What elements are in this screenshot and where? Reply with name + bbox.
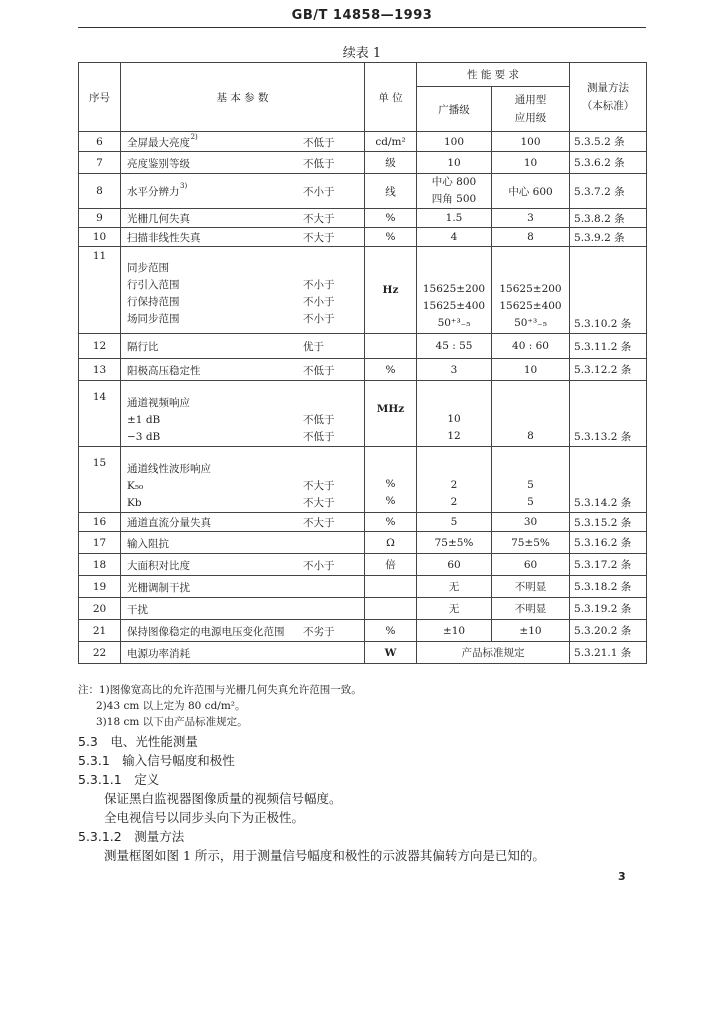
row-general (492, 247, 570, 334)
row-method: 5.3.5.2 条 (570, 132, 647, 152)
row-broadcast: 45 : 55 (417, 334, 492, 359)
table-row (79, 620, 647, 642)
parameters-table (78, 62, 647, 664)
row-param (121, 152, 365, 174)
page-number: 3 (618, 870, 626, 883)
param-limit: 不大于 (303, 232, 335, 244)
row-param (121, 598, 365, 620)
param-limit: 不小于 (303, 559, 335, 572)
paragraph: 测量框图如图 1 所示，用于测量信号幅度和极性的示波器其偏转方向是已知的。 (104, 848, 545, 863)
table-row (79, 334, 647, 359)
row-method: 5.3.17.2 条 (570, 554, 647, 576)
section-heading: 5.3.1.1 定义 (78, 772, 160, 787)
sub-broadcast: 2 (450, 496, 458, 508)
merged-requirement: 产品标准规定 (417, 642, 570, 664)
sub-broadcast: 2 (450, 479, 458, 491)
row-broadcast: 无 (417, 598, 492, 620)
param-name: 水平分辨力 (127, 186, 180, 198)
param-limit: 优于 (303, 341, 324, 353)
row-unit: % (365, 209, 417, 228)
row-broadcast: 无 (417, 576, 492, 598)
row-method: 5.3.15.2 条 (570, 513, 647, 532)
row-no: 8 (79, 174, 121, 209)
row-unit: % (365, 620, 417, 642)
sub-broadcast: 15625±200 (422, 283, 486, 295)
row-no: 10 (79, 228, 121, 247)
row-method: 5.3.9.2 条 (570, 228, 647, 247)
sub-param-name: −3 dB (127, 431, 161, 443)
row-broadcast: ±10 (417, 620, 492, 642)
sub-broadcast: 15625±400 (422, 300, 486, 312)
sub-general: 50⁺³₋₅ (514, 317, 547, 329)
header-unit: 单 位 (365, 63, 417, 132)
row-unit (365, 598, 417, 620)
row-broadcast: 10 (417, 152, 492, 174)
sub-general (492, 411, 569, 428)
sub-param-limit: 不低于 (303, 431, 335, 443)
row-method: 5.3.21.1 条 (570, 642, 647, 664)
param-name: 保持图像稳定的电源电压变化范围 (127, 625, 285, 638)
row-no: 17 (79, 532, 121, 554)
row-no: 11 (79, 247, 121, 334)
footnote-ref: 3) (180, 182, 188, 190)
row-broadcast: 100 (417, 132, 492, 152)
standard-code: GB/T 14858—1993 (291, 8, 433, 23)
row-param (121, 334, 365, 359)
row-method: 5.3.19.2 条 (570, 598, 647, 620)
row-general: 10 (492, 359, 570, 381)
row-broadcast (417, 247, 492, 334)
row-general: 中心 600 (492, 174, 570, 209)
row-param (121, 620, 365, 642)
row-no: 19 (79, 576, 121, 598)
row-param (121, 247, 365, 334)
param-name: 干扰 (127, 603, 148, 616)
sub-general: 15625±200 (499, 283, 562, 295)
paragraph: 保证黑白监视器图像质量的视频信号幅度。 (104, 791, 342, 806)
row-method: 5.3.12.2 条 (570, 359, 647, 381)
table-row (79, 642, 647, 664)
row-unit: 线 (365, 174, 417, 209)
row-method: 5.3.6.2 条 (570, 152, 647, 174)
sub-param-name: 行引入范围 (127, 279, 180, 291)
row-broadcast (417, 447, 492, 513)
row-no: 13 (79, 359, 121, 381)
param-limit: 不大于 (303, 213, 335, 225)
param-name: 亮度鉴别等级 (127, 157, 190, 170)
sub-param-name: Kb (127, 497, 142, 509)
row-unit: 倍 (365, 554, 417, 576)
row-no: 22 (79, 642, 121, 664)
row-unit (365, 334, 417, 359)
sub-param-name: 行保持范围 (127, 296, 180, 308)
table-row (79, 576, 647, 598)
section-heading: 5.3.1 输入信号幅度和极性 (78, 753, 235, 768)
sub-param-limit: 不小于 (303, 313, 335, 325)
sub-param-limit: 不大于 (303, 480, 335, 492)
paragraph: 全电视信号以同步头向下为正极性。 (104, 810, 305, 825)
param-limit: 不低于 (303, 364, 335, 377)
row-no: 7 (79, 152, 121, 174)
section-heading: 5.3 电、光性能测量 (78, 734, 198, 749)
row-no: 9 (79, 209, 121, 228)
row-general: 不明显 (492, 576, 570, 598)
row-param (121, 228, 365, 247)
param-name: 输入阻抗 (127, 537, 169, 550)
table-row (79, 513, 647, 532)
sub-unit: % (385, 495, 396, 507)
row-general: 不明显 (492, 598, 570, 620)
row-no: 15 (79, 447, 121, 513)
sub-param-name: K₅₀ (127, 480, 144, 492)
row-param (121, 447, 365, 513)
row-method: 5.3.20.2 条 (570, 620, 647, 642)
param-name: 同步范围 (127, 262, 169, 274)
table-row (79, 598, 647, 620)
row-param (121, 359, 365, 381)
sub-broadcast: 10 (447, 413, 461, 425)
param-name: 阳极高压稳定性 (127, 364, 201, 377)
param-name: 电源功率消耗 (127, 647, 190, 660)
note-3: 3)18 cm 以下由产品标准规定。 (96, 716, 248, 728)
row-broadcast: 1.5 (417, 209, 492, 228)
row-unit: Ω (365, 532, 417, 554)
row-general (492, 447, 570, 513)
row-general: 100 (492, 132, 570, 152)
row-broadcast: 60 (417, 554, 492, 576)
row-general: 30 (492, 513, 570, 532)
sub-param-limit: 不大于 (303, 497, 335, 509)
table-row (79, 152, 647, 174)
row-no: 6 (79, 132, 121, 152)
row-param (121, 576, 365, 598)
row-method: 5.3.13.2 条 (570, 381, 647, 447)
table-row (79, 228, 647, 247)
row-general: 10 (492, 152, 570, 174)
row-method: 5.3.18.2 条 (570, 576, 647, 598)
header-perf: 性 能 要 求 (417, 63, 570, 87)
row-method: 5.3.11.2 条 (570, 334, 647, 359)
table-row (79, 554, 647, 576)
row-unit: % (365, 513, 417, 532)
param-limit: 不小于 (303, 186, 335, 198)
row-no: 21 (79, 620, 121, 642)
param-name: 通道视频响应 (127, 397, 190, 409)
sub-param-limit: 不小于 (303, 279, 335, 291)
row-broadcast (417, 381, 492, 447)
sub-param-limit: 不低于 (303, 414, 335, 426)
param-name: 通道线性波形响应 (127, 463, 211, 475)
row-general: ±10 (492, 620, 570, 642)
header-no: 序号 (79, 63, 121, 132)
row-no: 14 (79, 381, 121, 447)
header-broadcast: 广播级 (417, 87, 492, 132)
param-limit: 不低于 (303, 136, 335, 149)
header-param: 基 本 参 数 (121, 63, 365, 132)
row-no: 18 (79, 554, 121, 576)
sub-general: 15625±400 (499, 300, 562, 312)
param-name: 光栅调制干扰 (127, 581, 190, 594)
row-param (121, 174, 365, 209)
row-no: 12 (79, 334, 121, 359)
table-row (79, 209, 647, 228)
table-row (79, 447, 647, 513)
row-unit: % (365, 359, 417, 381)
row-broadcast: 4 (417, 228, 492, 247)
sub-param-name: ±1 dB (127, 414, 161, 426)
row-broadcast: 3 (417, 359, 492, 381)
row-param (121, 532, 365, 554)
table-caption: 续表 1 (342, 46, 382, 61)
row-method: 5.3.10.2 条 (570, 247, 647, 334)
row-unit (365, 447, 417, 513)
row-method: 5.3.16.2 条 (570, 532, 647, 554)
param-limit: 不大于 (303, 517, 335, 529)
param-name: 扫描非线性失真 (127, 232, 201, 244)
param-name: 光栅几何失真 (127, 213, 190, 225)
row-param (121, 381, 365, 447)
row-unit: cd/m² (365, 132, 417, 152)
row-unit: W (365, 642, 417, 664)
param-name: 大面积对比度 (127, 559, 190, 572)
row-method: 5.3.14.2 条 (570, 447, 647, 513)
body-text (78, 732, 545, 865)
broadcast-line: 四角 500 (431, 193, 477, 205)
table-notes (78, 682, 362, 730)
note-1: 注：1)图像宽高比的允许范围与光栅几何失真允许范围一致。 (78, 684, 362, 696)
sub-broadcast: 12 (447, 430, 461, 442)
row-param (121, 513, 365, 532)
row-no: 16 (79, 513, 121, 532)
table-row (79, 532, 647, 554)
row-no: 20 (79, 598, 121, 620)
param-name: 通道直流分量失真 (127, 517, 211, 529)
row-unit: MHz (365, 381, 417, 447)
row-broadcast (417, 174, 492, 209)
sub-broadcast: 50⁺³₋₅ (437, 317, 471, 329)
table-row (79, 359, 647, 381)
row-general: 8 (492, 228, 570, 247)
sub-general: 5 (527, 496, 534, 508)
row-general: 3 (492, 209, 570, 228)
row-param (121, 132, 365, 152)
param-name: 全屏最大亮度 (127, 136, 190, 149)
note-2: 2)43 cm 以上定为 80 cd/m²。 (96, 700, 246, 712)
row-method: 5.3.7.2 条 (570, 174, 647, 209)
sub-param-limit: 不小于 (303, 296, 335, 308)
row-general: 75±5% (492, 532, 570, 554)
row-unit: % (365, 228, 417, 247)
header-rule (78, 27, 646, 28)
param-name: 隔行比 (127, 341, 159, 353)
row-method: 5.3.8.2 条 (570, 209, 647, 228)
row-general: 60 (492, 554, 570, 576)
table-row (79, 381, 647, 447)
table-row (79, 132, 647, 152)
row-unit: 级 (365, 152, 417, 174)
header-method: 测量方法 （本标准） (570, 63, 647, 132)
table-row (79, 174, 647, 209)
row-param (121, 642, 365, 664)
sub-general: 5 (527, 479, 534, 491)
sub-general: 8 (527, 430, 534, 442)
table-row (79, 247, 647, 334)
param-limit: 不低于 (303, 157, 335, 170)
row-param (121, 209, 365, 228)
row-param (121, 554, 365, 576)
footnote-ref: 2) (190, 132, 198, 141)
row-general: 40 : 60 (492, 334, 570, 359)
row-broadcast: 75±5% (417, 532, 492, 554)
section-heading: 5.3.1.2 测量方法 (78, 829, 185, 844)
row-general (492, 381, 570, 447)
header-general: 通用型 应用级 (492, 87, 570, 132)
broadcast-line: 中心 800 (431, 176, 477, 188)
sub-unit: % (385, 478, 396, 490)
row-unit: Hz (365, 247, 417, 334)
row-broadcast: 5 (417, 513, 492, 532)
param-limit: 不劣于 (303, 625, 335, 638)
sub-param-name: 场同步范围 (127, 313, 180, 325)
row-unit (365, 576, 417, 598)
